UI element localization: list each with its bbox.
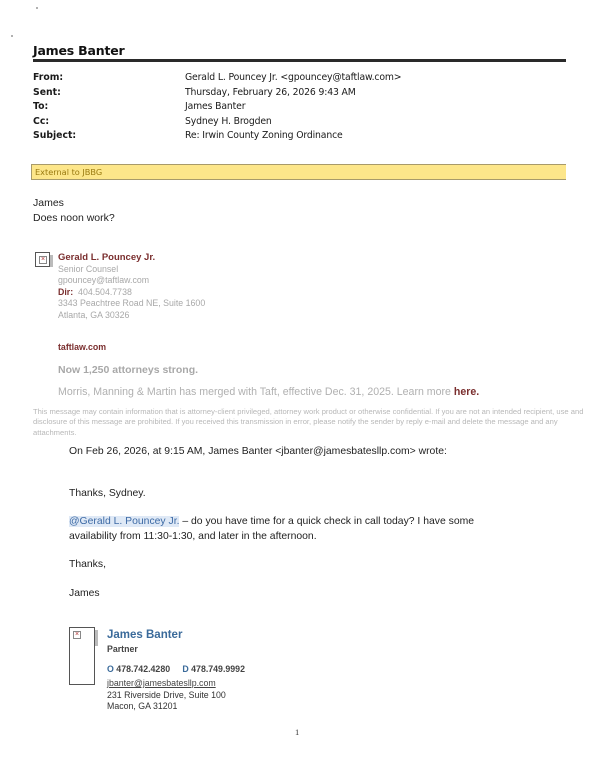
- merger-notice: [58, 386, 479, 398]
- header-divider: [33, 59, 566, 62]
- quoted-sig-address2: Macon, GA 31201: [107, 701, 178, 711]
- message-body: [33, 196, 115, 226]
- quoted-attribution: On Feb 26, 2026, at 9:15 AM, James Banter <jbanter@jamesbatesllp.com> wrote:: [69, 446, 447, 457]
- quoted-closing: Thanks,: [69, 559, 106, 570]
- from-label: From:: [33, 72, 64, 83]
- broken-image-icon: [35, 252, 50, 267]
- meta-sent-row: [33, 86, 401, 101]
- learn-more-link[interactable]: here.: [453, 386, 480, 398]
- scan-speck: [36, 7, 38, 9]
- scan-speck: [11, 35, 13, 37]
- image-stripe: [50, 255, 53, 267]
- external-banner-text: External to JBBG: [35, 167, 103, 177]
- quoted-signature: [107, 628, 245, 713]
- merger-text: Morris, Manning & Martin has merged with Taft, effective Dec. 31, 2025. Learn more: [58, 386, 454, 398]
- quoted-sig-phones: [107, 664, 245, 676]
- direct-label: D: [182, 663, 189, 674]
- sender-sig-title: Senior Counsel: [58, 263, 119, 274]
- quoted-greeting: Thanks, Sydney.: [69, 488, 146, 499]
- quoted-sig-title: Partner: [107, 644, 138, 654]
- broken-logo-image-icon: [69, 627, 95, 685]
- direct-phone[interactable]: 478.749.9992: [191, 663, 245, 674]
- subject-value: Re: Irwin County Zoning Ordinance: [185, 130, 343, 141]
- mailbox-owner-name: James Banter: [33, 43, 125, 58]
- to-value: James Banter: [185, 101, 246, 112]
- subject-label: Subject:: [33, 130, 77, 141]
- from-value: Gerald L. Pouncey Jr. <gpouncey@taftlaw.com>: [185, 72, 402, 83]
- sender-sig-email[interactable]: gpouncey@taftlaw.com: [58, 275, 150, 286]
- confidentiality-disclaimer: This message may contain information that is attorney-client privileged, attorney work product or otherwise confidential. If you are not an intended recipient, use and disclosure of this message are prohibited. If you received this transmission in error, please notify the sender by reply e-mail and delete the message and any attachments.: [33, 407, 584, 437]
- cc-label: Cc:: [33, 115, 50, 127]
- sender-signature: [58, 252, 205, 322]
- office-phone[interactable]: 478.742.4280: [116, 663, 171, 674]
- image-stripe: [95, 630, 98, 646]
- quoted-sign-name: James: [69, 588, 100, 599]
- to-label: To:: [33, 101, 49, 112]
- message-line: Does noon work?: [33, 212, 115, 224]
- meta-to-row: [33, 100, 401, 115]
- firm-website-link[interactable]: taftlaw.com: [58, 342, 107, 352]
- quoted-body-line2: availability from 11:30-1:30, and later in the afternoon.: [69, 531, 317, 542]
- meta-cc-row: [33, 115, 401, 130]
- sender-sig-address1: 3343 Peachtree Road NE, Suite 1600: [58, 298, 206, 309]
- quoted-sig-email-link[interactable]: jbanter@jamesbatesllp.com: [107, 678, 216, 688]
- image-x-icon: ×: [74, 631, 80, 638]
- email-meta: [33, 71, 401, 144]
- sent-value: Thursday, February 26, 2026 9:43 AM: [185, 86, 356, 98]
- quoted-sig-address1: 231 Riverside Drive, Suite 100: [107, 689, 226, 700]
- message-line: James: [33, 197, 64, 209]
- quoted-body-line1: [69, 516, 474, 527]
- dir-label: Dir:: [58, 286, 74, 297]
- firm-tagline: Now 1,250 attorneys strong.: [58, 364, 199, 376]
- meta-from-row: [33, 71, 401, 86]
- image-x-icon: ×: [40, 256, 46, 263]
- sender-sig-name: Gerald L. Pouncey Jr.: [58, 252, 156, 263]
- sender-sig-dir-row: [58, 287, 205, 299]
- office-label: O: [107, 663, 114, 674]
- meta-subject-row: [33, 129, 401, 144]
- quoted-sig-name: James Banter: [107, 629, 183, 641]
- dir-phone[interactable]: 404.504.7738: [78, 286, 132, 297]
- cc-value: Sydney H. Brogden: [185, 115, 272, 127]
- mention-tag[interactable]: @Gerald L. Pouncey Jr.: [69, 516, 180, 527]
- external-sender-banner: [31, 164, 566, 180]
- sent-label: Sent:: [33, 86, 61, 98]
- quoted-body-text: – do you have time for a quick check in call today? I have some: [179, 516, 475, 527]
- sender-sig-address2: Atlanta, GA 30326: [58, 309, 130, 320]
- page-number: 1: [295, 727, 300, 737]
